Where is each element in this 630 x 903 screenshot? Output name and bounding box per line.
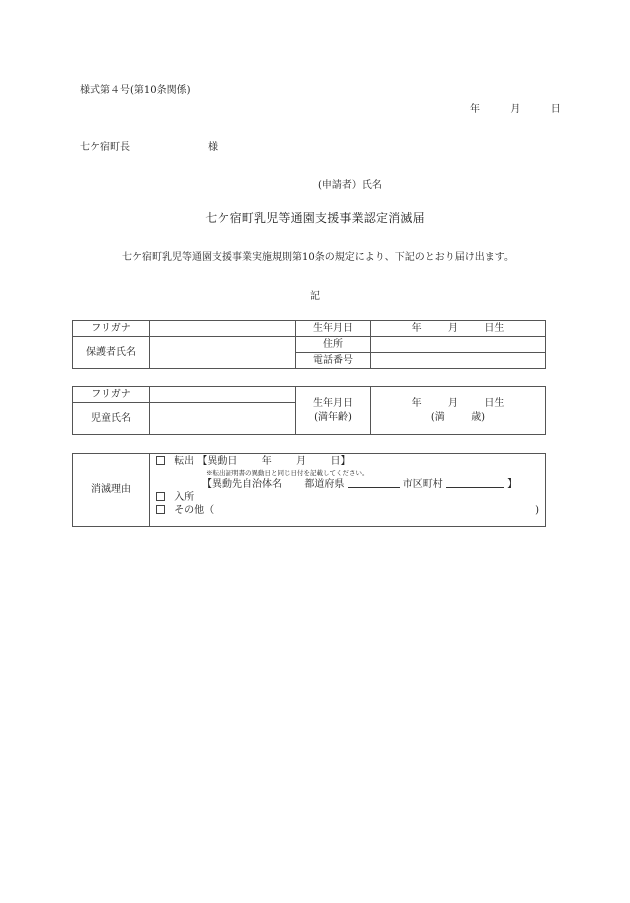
guardian-name-label: 保護者氏名 <box>73 337 150 369</box>
reason-other-row <box>156 504 539 517</box>
transfer-label: 転出 <box>174 456 195 467</box>
reason-options <box>150 454 546 527</box>
reason-admission-row <box>156 491 539 504</box>
form-number: 様式第４号(第10条関係) <box>80 85 191 96</box>
submission-date <box>470 100 561 115</box>
reason-transfer-row <box>156 455 539 468</box>
birth-day: 日生 <box>484 322 505 334</box>
document-title: 七ケ宿町乳児等通園支援事業認定消滅届 <box>205 211 425 225</box>
child-birth-day: 日生 <box>484 397 505 409</box>
guardian-phone-label: 電話番号 <box>296 353 371 369</box>
birthdate-label-line1: 生年月日 <box>313 397 353 409</box>
age-suffix: 歳) <box>471 411 486 423</box>
child-furigana-label: フリガナ <box>73 387 150 403</box>
child-birth-month: 月 <box>448 397 458 409</box>
addressee: 七ケ宿町長 <box>80 142 130 153</box>
guardian-phone-field[interactable] <box>371 353 546 369</box>
age-label-line2: (満年齢) <box>314 411 352 423</box>
guardian-birthdate-label: 生年月日 <box>296 321 371 337</box>
guardian-furigana-field[interactable] <box>150 321 296 337</box>
prefecture-field[interactable] <box>348 478 400 488</box>
admission-label: 入所 <box>174 492 195 503</box>
transfer-month: 月 <box>296 456 307 467</box>
destination-label: 【異動先自治体名 <box>202 479 282 490</box>
child-furigana-field[interactable] <box>150 387 296 403</box>
date-day: 日 <box>550 104 561 115</box>
date-year: 年 <box>470 104 480 115</box>
child-name-label: 児童氏名 <box>73 403 150 435</box>
transfer-year: 年 <box>261 456 272 467</box>
child-name-field[interactable] <box>150 403 296 435</box>
age-prefix: (満 <box>430 411 445 423</box>
transfer-note: ※転出証明書の異動日と同じ日付を記載してください。 <box>206 469 369 477</box>
reason-table <box>72 453 546 527</box>
municipality-label: 市区町村 <box>402 479 443 490</box>
reason-label: 消滅理由 <box>73 454 150 527</box>
intro-text: 七ケ宿町乳児等通園支援事業実施規則第10条の規定により、下記のとおり届け出ます。 <box>122 252 514 263</box>
guardian-furigana-label: フリガナ <box>73 321 150 337</box>
applicant-name-label: (申請者）氏名 <box>318 180 382 191</box>
guardian-address-field[interactable] <box>371 337 546 353</box>
prefecture-label: 都道府県 <box>304 479 345 490</box>
checkbox-transfer[interactable] <box>156 456 165 465</box>
guardian-birthdate-field[interactable] <box>371 321 546 337</box>
child-birthdate-field[interactable] <box>371 387 546 435</box>
destination-close: 】 <box>507 479 518 490</box>
other-close-paren: ) <box>535 505 539 516</box>
checkbox-other[interactable] <box>156 505 165 514</box>
child-birth-year: 年 <box>411 397 422 409</box>
guardian-name-field[interactable] <box>150 337 296 369</box>
birth-year: 年 <box>411 322 422 334</box>
transfer-day: 日】 <box>330 456 351 467</box>
child-table <box>72 386 546 435</box>
honorific: 様 <box>208 142 218 153</box>
transfer-date-open: 【異動日 <box>197 456 238 467</box>
destination-row <box>156 478 539 491</box>
other-label: その他（ <box>174 505 215 516</box>
guardian-address-label: 住所 <box>296 337 371 353</box>
birth-month: 月 <box>448 322 458 334</box>
child-birthdate-label <box>296 387 371 435</box>
municipality-field[interactable] <box>446 478 504 488</box>
ki-heading: 記 <box>310 291 320 302</box>
date-month: 月 <box>510 104 521 115</box>
guardian-table <box>72 320 546 369</box>
checkbox-admission[interactable] <box>156 492 165 501</box>
